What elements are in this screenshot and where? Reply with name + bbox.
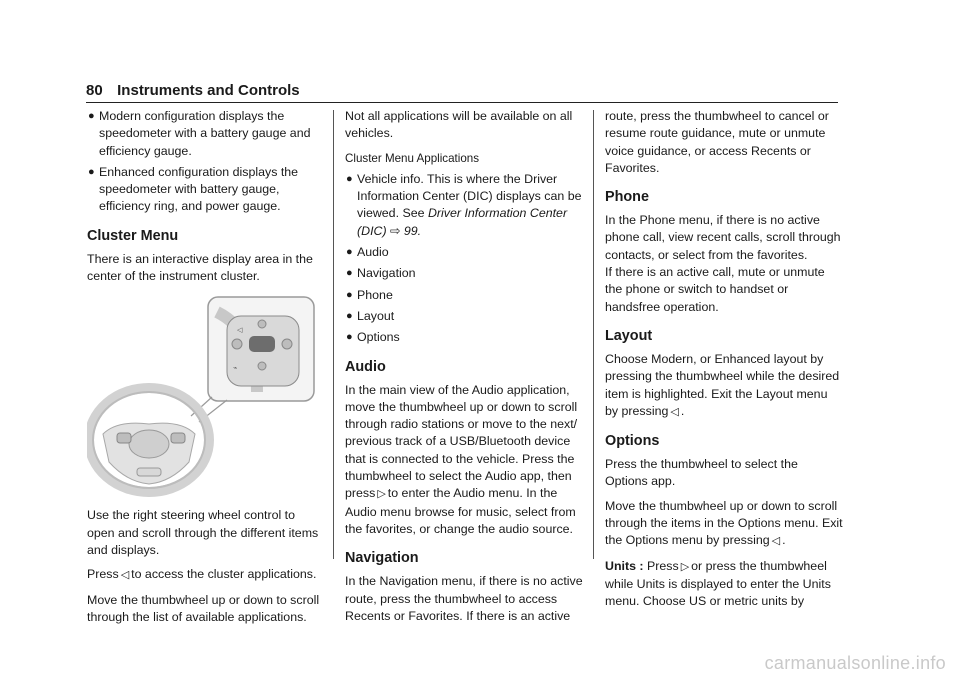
navigation-heading: Navigation [345, 550, 419, 567]
applications-heading: Cluster Menu Applications [345, 151, 480, 165]
bullet-icon: ● [346, 331, 353, 344]
svg-text:⌁: ⌁ [233, 364, 238, 373]
list-item: ● Options [345, 329, 583, 346]
back-arrow-icon: ◁ [120, 569, 130, 582]
column-divider [333, 110, 334, 559]
reference-arrow-icon: ⇨ [390, 223, 401, 238]
steering-wheel-icon [87, 292, 323, 497]
audio-heading: Audio [345, 358, 386, 375]
layout-text: Choose Modern, or Enhanced layout by pressing the thumbwheel while the desired item is highlighted. Exit the Layout menu by pressing ◁ . [605, 351, 840, 418]
section-title: Instruments and Controls [117, 82, 300, 99]
options-text: Press the thumbwheel to select the Options app. [605, 457, 798, 489]
bullet-icon: ● [346, 172, 353, 185]
column-divider [593, 110, 594, 559]
back-arrow-icon: ◁ [771, 535, 781, 548]
units-text: Units : Press ▷ or press the thumbwheel while Units is displayed to enter the Units menu. Choose US or metric units by [605, 558, 831, 609]
list-item: ● Modern configuration displays the speedometer with a battery gauge and efficiency gauge. [88, 109, 311, 158]
bullet-icon: ● [346, 288, 353, 301]
navigation-text: In the Navigation menu, if there is no active route, press the thumbwheel to access Recents or Favorites. If there is an active [345, 574, 583, 623]
list-item: ● Layout [345, 308, 583, 325]
column-1 [87, 108, 323, 633]
options-heading: Options [605, 433, 660, 450]
bullet-icon: ● [346, 267, 353, 280]
dic-reference-link[interactable]: Driver Information Center (DIC) [357, 206, 568, 238]
navigation-text-continued: route, press the thumbwheel to cancel or resume route guidance, mute or unmute voice guidance, or access Recents or Favorites. [605, 109, 829, 175]
page-header [86, 82, 838, 103]
forward-arrow-icon: ▷ [680, 560, 690, 573]
list-item: ● Navigation [345, 265, 583, 282]
forward-arrow-icon: ▷ [377, 488, 386, 501]
steering-control-text: Use the right steering wheel control to open and scroll through the different items and displays. [87, 508, 319, 557]
page-number: 80 [86, 82, 103, 99]
bullet-icon: ● [346, 246, 353, 259]
back-arrow-icon: ◁ [670, 405, 679, 418]
column-2 [345, 108, 583, 632]
cluster-menu-heading: Cluster Menu [87, 227, 179, 244]
list-item: ● Vehicle info. This is where the Driver Information Center (DIC) displays can be viewed. See Driver Information Center (DIC) ⇨ 99. [346, 171, 582, 238]
press-instruction: Press ◁ to access the cluster applications. [87, 567, 317, 582]
bullet-icon: ● [88, 110, 95, 122]
configuration-list [87, 108, 323, 216]
phone-heading: Phone [605, 189, 649, 206]
applications-list [345, 171, 583, 347]
steering-wheel-illustration [87, 292, 323, 497]
list-item: ● Enhanced configuration displays the speedometer with battery gauge, efficiency ring, and power gauge. [88, 164, 299, 214]
availability-note: Not all applications will be available on all vehicles. [345, 109, 573, 141]
column-3 [605, 108, 843, 618]
list-item: ● Phone [345, 287, 583, 304]
phone-text: In the Phone menu, if there is no active phone call, view recent calls, scroll through contacts, or select from the favorites. [605, 213, 841, 262]
watermark: carmanualsonline.info [764, 653, 946, 673]
audio-text: In the main view of the Audio application, move the thumbwheel up or down to scroll through radio stations or move to the next/ previous track of a USB/Bluetooth device that is connected to the vehicle. Press the thumbwheel to select the Audio app, then press ▷ to enter the Audio menu. In the Audio menu browse for music, select from the favorites, or change the audio source. [345, 382, 578, 536]
phone-active-call-text: If there is an active call, mute or unmute the phone or switch to handset or handsfree operation. [605, 265, 825, 314]
units-label: Units : [605, 558, 644, 573]
options-scroll-text: Move the thumbwheel up or down to scroll through the items in the Options menu. Exit the Options menu by pressing ◁ . [605, 498, 843, 548]
cluster-menu-text: There is an interactive display area in the center of the instrument cluster. [87, 251, 313, 284]
bullet-icon: ● [88, 165, 95, 178]
list-item: ● Audio [345, 244, 583, 261]
svg-text:◁: ◁ [237, 326, 243, 335]
scroll-instruction: Move the thumbwheel up or down to scroll through the list of available applications. [87, 592, 320, 624]
layout-heading: Layout [605, 327, 653, 344]
bullet-icon: ● [346, 309, 353, 322]
